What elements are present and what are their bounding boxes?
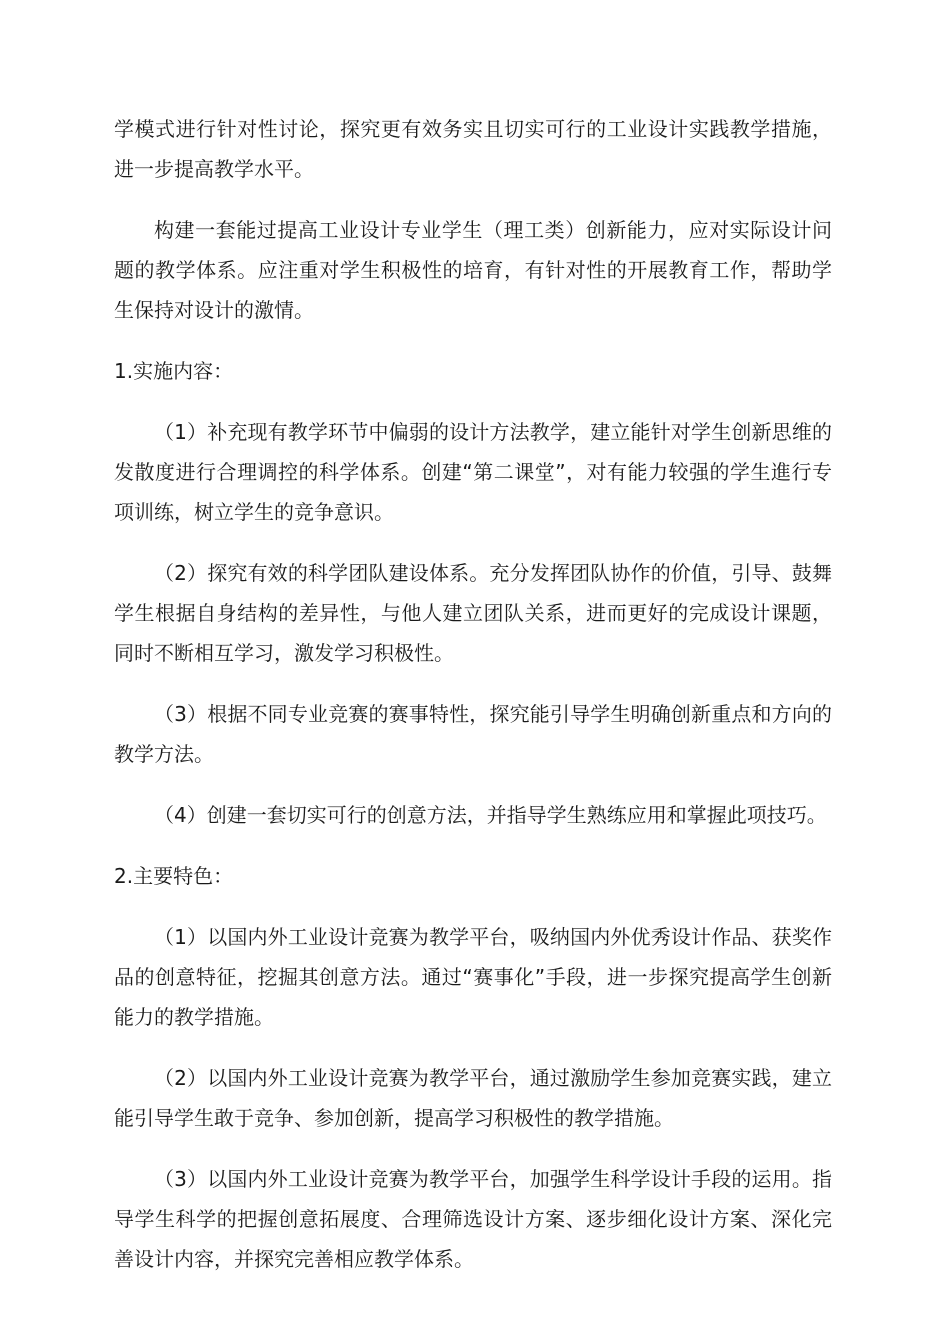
list-item-paragraph: （2）以国内外工业设计竞赛为教学平台，通过激励学生参加竞赛实践，建立能引导学生敢于竞争、参加创新，提高学习积极性的教学措施。 [114, 1066, 832, 1130]
section-heading-implementation: 1.实施内容： [114, 359, 234, 383]
section-heading-features: 2.主要特色： [114, 864, 234, 888]
body-paragraph: 学模式进行针对性讨论，探究更有效务实且切实可行的工业设计实践教学措施，进一步提高教学水平。 [114, 117, 832, 181]
list-item-paragraph: （3）以国内外工业设计竞赛为教学平台，加强学生科学设计手段的运用。指导学生科学的把握创意拓展度、合理筛选设计方案、逐步细化设计方案、深化完善设计内容，并探究完善相应教学体系。 [114, 1167, 832, 1271]
body-paragraph: 构建一套能过提高工业设计专业学生（理工类）创新能力，应对实际设计问题的教学体系。应注重对学生积极性的培育，有针对性的开展教育工作，帮助学生保持对设计的激情。 [114, 218, 832, 322]
list-item-paragraph: （1）以国内外工业设计竞赛为教学平台，吸纳国内外优秀设计作品、获奖作品的创意特征，挖掘其创意方法。通过“赛事化”手段，进一步探究提高学生创新能力的教学措施。 [114, 925, 832, 1029]
list-item-paragraph: （1）补充现有教学环节中偏弱的设计方法教学，建立能针对学生创新思维的发散度进行合理调控的科学体系。创建“第二课堂”，对有能力较强的学生進行专项训练，树立学生的竞争意识。 [114, 420, 832, 524]
list-item-paragraph: （4）创建一套切实可行的创意方法，并指导学生熟练应用和掌握此项技巧。 [154, 803, 827, 827]
list-item-paragraph: （3）根据不同专业竞赛的赛事特性，探究能引导学生明确创新重点和方向的教学方法。 [114, 702, 832, 766]
list-item-paragraph: （2）探究有效的科学团队建设体系。充分发挥团队协作的价值，引导、鼓舞学生根据自身结构的差异性，与他人建立团队关系，进而更好的完成设计课题，同时不断相互学习，激发学习积极性。 [114, 561, 832, 665]
